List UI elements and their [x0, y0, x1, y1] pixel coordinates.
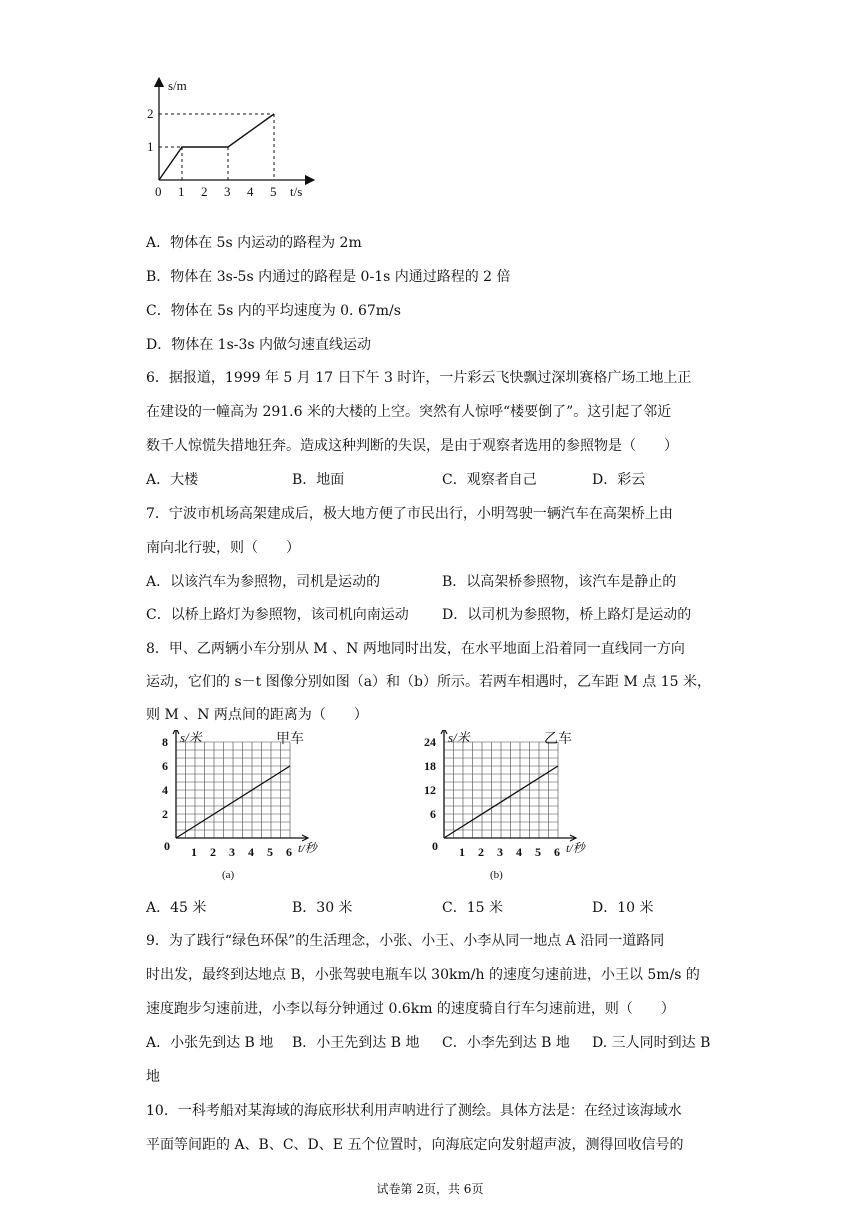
- q6-option-d: D．彩云: [592, 472, 646, 488]
- chart-caption: (a): [222, 869, 235, 881]
- q8-line-1: 8．甲、乙两辆小车分别从 M 、N 两地同时出发，在水平地面上沿着同一直线同一方向: [146, 641, 685, 657]
- fig1-xtick-label: 1: [178, 184, 185, 199]
- q10-line-1: 10．一科考船对某海域的海底形状利用声呐进行了测绘。具体方法是：在经过该海域水: [146, 1103, 682, 1119]
- fig1-xtick-label: 5: [270, 184, 277, 199]
- xtick-label: 2: [210, 845, 216, 859]
- ytick-label: 2: [162, 807, 168, 821]
- q7-option-b: B．以高架桥参照物，该汽车是静止的: [442, 574, 677, 590]
- ytick-label: 24: [424, 735, 436, 749]
- fig1-xtick-label: 4: [247, 184, 254, 199]
- fig1-xtick-label: 2: [201, 184, 208, 199]
- chart-a-jia: [144, 730, 344, 886]
- q7-option-d: D．以司机为参照物，桥上路灯是运动的: [442, 607, 692, 623]
- q5-option-a: A．物体在 5s 内运动的路程为 2m: [146, 235, 362, 251]
- chart-b-yi: [412, 730, 612, 886]
- q8-option-c: C．15 米: [442, 900, 503, 916]
- page-footer: 试卷第 2页，共 6页: [376, 1182, 484, 1196]
- xtick-label: 2: [478, 845, 484, 859]
- xtick-label: 1: [191, 845, 197, 859]
- chart-xlabel: t/秒: [566, 841, 585, 855]
- chart-xlabel: t/秒: [298, 841, 317, 855]
- q7-line-1: 7．宁波市机场高架建成后，极大地方便了市民出行，小明驾驶一辆汽车在高架桥上由: [146, 506, 673, 522]
- ytick-label: 6: [162, 759, 168, 773]
- fig1-series-line: [159, 114, 274, 180]
- xtick-label: 1: [459, 845, 465, 859]
- chart-ylabel: s/米: [180, 730, 202, 745]
- q8-option-a: A．45 米: [146, 900, 207, 916]
- q6-line-1: 6．据报道，1999 年 5 月 17 日下午 3 时许，一片彩云飞快飘过深圳赛格广场工地上正: [146, 370, 692, 386]
- q7-option-a: A．以该汽车为参照物，司机是运动的: [146, 574, 381, 590]
- fig1-xtick-label: 3: [224, 184, 231, 199]
- q9-option-d-wrap: 地: [146, 1069, 160, 1085]
- fig1-xtick-label: 0: [155, 184, 162, 199]
- chart-ylabel: s/米: [448, 730, 470, 745]
- ytick-label: 18: [424, 759, 436, 773]
- ytick-label: 8: [162, 735, 168, 749]
- fig1-ytick-label: 1: [147, 139, 154, 154]
- q8-line-3: 则 M 、N 两点间的距离为（ ）: [146, 707, 368, 723]
- xtick-label: 3: [229, 845, 235, 859]
- q5-option-b: B．物体在 3s-5s 内通过的路程是 0-1s 内通过路程的 2 倍: [146, 269, 511, 285]
- q9-option-c: C．小李先到达 B 地: [442, 1035, 570, 1051]
- q6-option-b: B．地面: [292, 472, 345, 488]
- origin-label: 0: [432, 839, 438, 853]
- q6-option-a: A．大楼: [146, 472, 199, 488]
- chart-title: 甲车: [276, 732, 304, 747]
- q8-option-b: B．30 米: [292, 900, 353, 916]
- q7-option-c: C．以桥上路灯为参照物，该司机向南运动: [146, 607, 409, 623]
- ytick-label: 6: [430, 807, 436, 821]
- fig1-ylabel: s/m: [168, 78, 187, 93]
- xtick-label: 6: [554, 845, 560, 859]
- chart-title: 乙车: [544, 732, 572, 747]
- q9-option-b: B．小王先到达 B 地: [292, 1035, 420, 1051]
- xtick-label: 6: [286, 845, 292, 859]
- q6-line-2: 在建设的一幢高为 291.6 米的大楼的上空。突然有人惊呼“楼要倒了”。这引起了邻近: [146, 404, 672, 420]
- xtick-label: 3: [497, 845, 503, 859]
- chart-caption: (b): [490, 869, 503, 881]
- fig1-st-graph: [140, 72, 320, 200]
- ytick-label: 12: [424, 783, 436, 797]
- q6-option-c: C．观察者自己: [442, 472, 537, 488]
- ytick-label: 4: [162, 783, 168, 797]
- q9-option-a: A．小张先到达 B 地: [146, 1035, 274, 1051]
- q7-line-2: 南向北行驶，则（ ）: [146, 540, 300, 556]
- q6-line-3: 数千人惊慌失措地狂奔。造成这种判断的失误，是由于观察者选用的参照物是（ ）: [146, 438, 678, 454]
- xtick-label: 4: [516, 845, 522, 859]
- xtick-label: 4: [248, 845, 254, 859]
- fig1-xlabel: t/s: [290, 184, 303, 199]
- q9-line-3: 速度跑步匀速前进，小李以每分钟通过 0.6km 的速度骑自行车匀速前进，则（ ）: [146, 1001, 675, 1017]
- xtick-label: 5: [535, 845, 541, 859]
- q8-option-d: D．10 米: [592, 900, 654, 916]
- q10-line-2: 平面等间距的 A、B、C、D、E 五个位置时，向海底定向发射超声波，测得回收信号的: [146, 1137, 684, 1153]
- q5-option-c: C．物体在 5s 内的平均速度为 0. 67m/s: [146, 303, 401, 319]
- origin-label: 0: [164, 839, 170, 853]
- q9-line-2: 时出发，最终到达地点 B，小张驾驶电瓶车以 30km/h 的速度匀速前进，小王以 5m/s 的: [146, 967, 700, 983]
- xtick-label: 5: [267, 845, 273, 859]
- q9-line-1: 9．为了践行“绿色环保”的生活理念，小张、小王、小李从同一地点 A 沿同一道路同: [146, 933, 665, 949]
- q8-line-2: 运动，它们的 s－t 图像分别如图（a）和（b）所示。若两车相遇时，乙车距 M 点 15 米，: [146, 674, 711, 690]
- fig1-ytick-label: 2: [147, 106, 154, 121]
- q9-option-d: D. 三人同时到达 B: [592, 1035, 711, 1051]
- q5-option-d: D．物体在 1s-3s 内做匀速直线运动: [146, 337, 372, 353]
